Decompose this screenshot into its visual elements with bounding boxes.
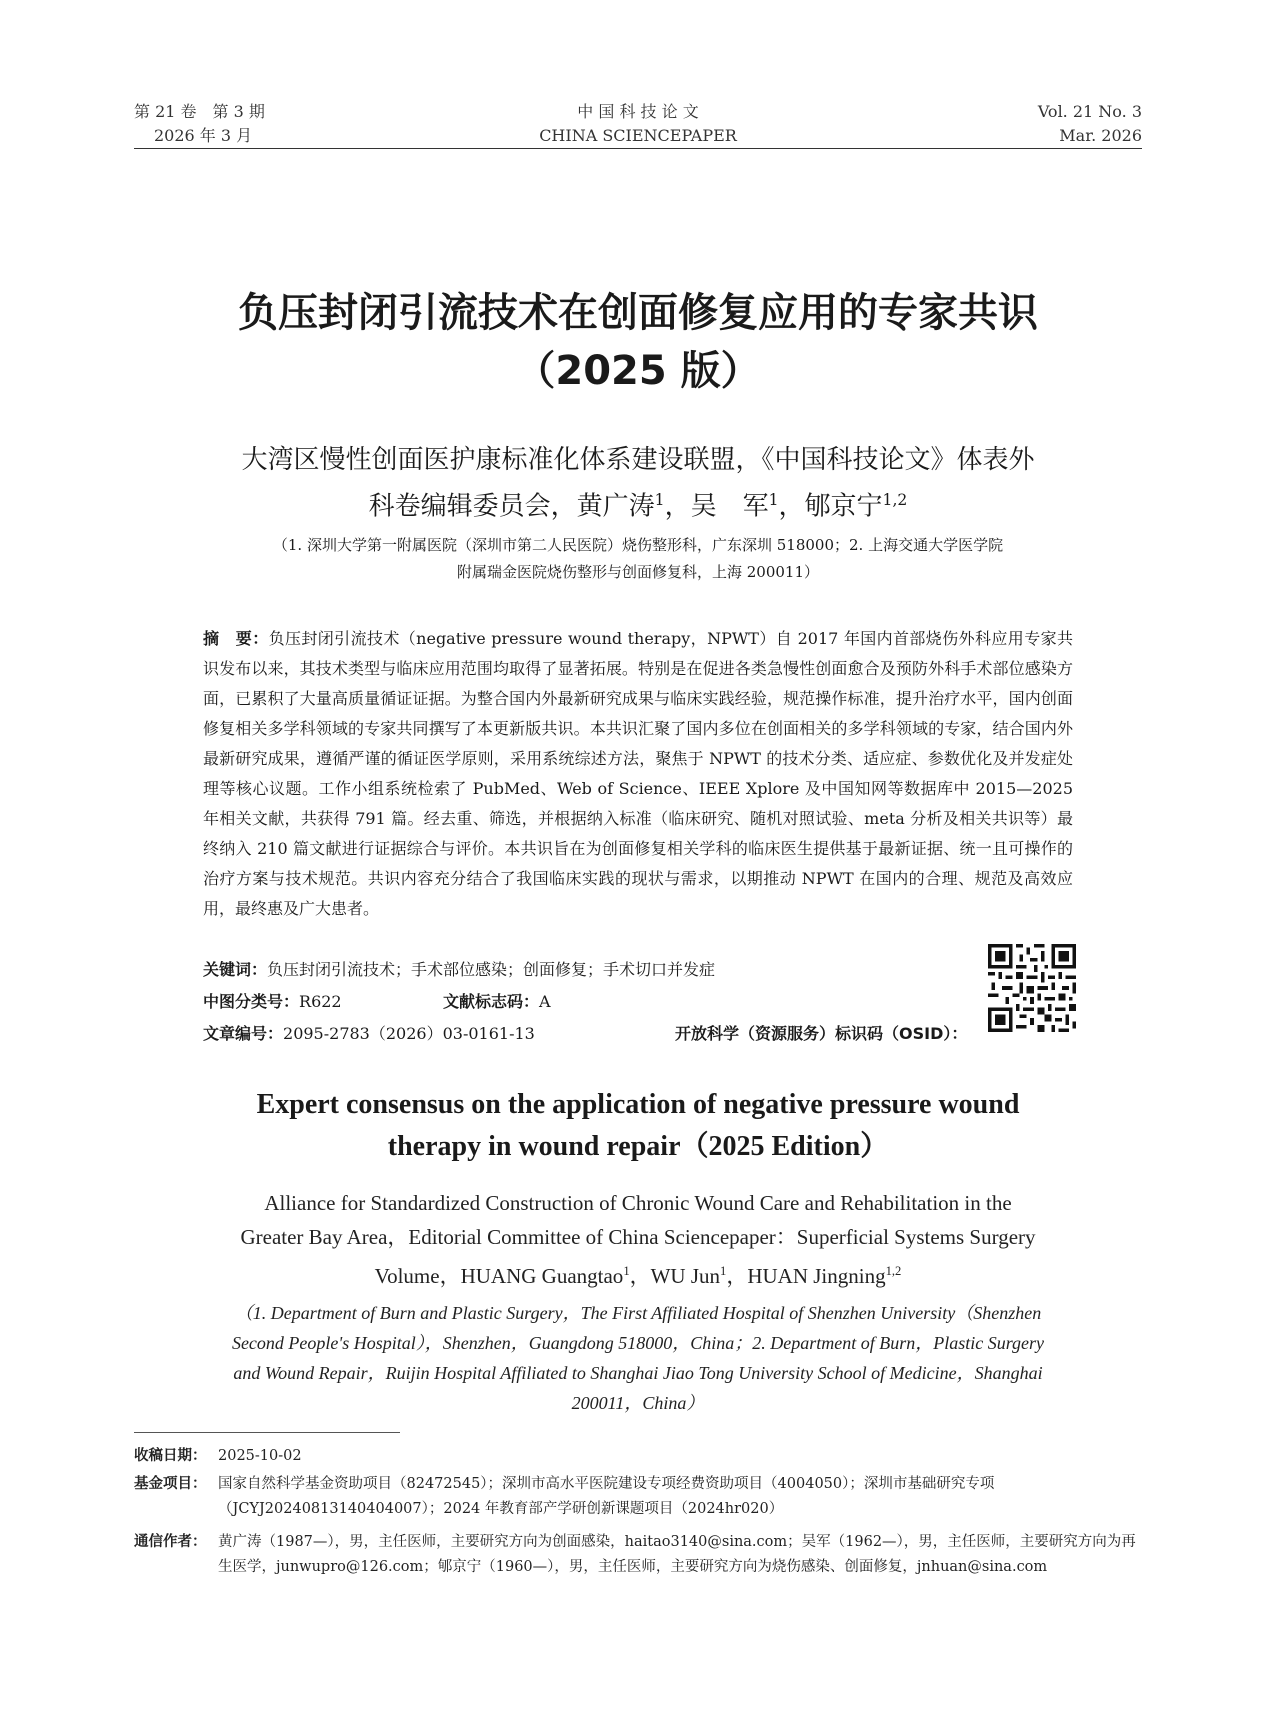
author-en-text: Volume，HUANG Guangtao	[374, 1264, 624, 1288]
author-list-en	[190, 1186, 1086, 1293]
osid-qr-code-icon[interactable]	[988, 944, 1076, 1032]
title-en-line2: therapy in wound repair（2025 Edition）	[387, 1131, 889, 1162]
received-date	[134, 1444, 1144, 1469]
affil-cn-line1: （1. 深圳大学第一附属医院（深圳市第二人民医院）烧伤整形科，广东深圳 518000；2. 上海交通大学医学院	[272, 536, 1004, 554]
issue-date-en: Mar. 2026	[1059, 126, 1142, 145]
author-cn-text: ，吴 军	[664, 491, 769, 522]
abstract-text: 负压封闭引流技术（negative pressure wound therapy，NPWT）自 2017 年国内首部烧伤外科应用专家共识发布以来，其技术类型与临床应用范围均取得了显著拓展。特别是在促进各类急慢性创面愈合及预防外科手术部位感染方面，已累积了大量高质量循证证据。为整合国内外最新研究成果与临床实践经验，规范操作标准，提升治疗水平，国内创面修复相关多学科领域的专家共同撰写了本更新版共识。本共识汇聚了国内多位在创面相关的多学科领域的专家，结合国内外最新研究成果，遵循严谨的循证医学原则，采用系统综述方法，聚焦于 NPWT 的技术分类、适应症、参数优化及并发症处理等核心议题。工作小组系统检索了 PubMed、Web of Science、IEEE Xplore 及中国知网等数据库中 2015—2025 年相关文献，共获得 791 篇。经去重、筛选，并根据纳入标准（临床研究、随机对照试验、meta 分析及相关共识等）最终纳入 210 篇文献进行证据综合与评价。本共识旨在为创面修复相关学科的临床医生提供基于最新证据、统一且可操作的治疗方案与技术规范。共识内容充分结合了我国临床实践的现状与需求，以期推动 NPWT 在国内的合理、规范及高效应用，最终惠及广大患者。	[203, 629, 1073, 918]
fund-label: 基金项目：	[134, 1476, 207, 1492]
article-no-label: 文章编号：	[203, 1024, 284, 1043]
affil-marker: 1	[768, 491, 779, 509]
received-label: 收稿日期：	[134, 1448, 207, 1464]
affil-en-line3: and Wound Repair，Ruijin Hospital Affiliated to Shanghai Jiao Tong University School of Medicine，Shanghai	[233, 1363, 1043, 1383]
affil-cn-line2: 附属瑞金医院烧伤整形与创面修复科，上海 200011）	[456, 563, 820, 581]
title-en-line1: Expert consensus on the application of negative pressure wound	[256, 1089, 1020, 1120]
title-cn-line2: （2025 版）	[515, 348, 761, 394]
document-code	[443, 990, 551, 1014]
authors-en-line1: Alliance for Standardized Construction of Chronic Wound Care and Rehabilitation in the	[264, 1191, 1012, 1215]
clc-value: R622	[299, 992, 342, 1011]
corresponding-authors	[134, 1530, 1144, 1580]
clc-number	[203, 990, 342, 1014]
abstract-cn	[203, 624, 1073, 924]
keywords-text: 负压封闭引流技术；手术部位感染；创面修复；手术切口并发症	[267, 960, 716, 979]
doc-code-value: A	[539, 992, 551, 1011]
running-header	[134, 100, 1142, 149]
authors-en-line3	[190, 1254, 1086, 1293]
abstract-label: 摘 要：	[203, 629, 269, 648]
article-no-value: 2095-2783（2026）03-0161-13	[283, 1024, 535, 1043]
affil-marker: 1,2	[885, 1264, 902, 1278]
author-list-cn	[150, 440, 1126, 527]
doc-code-label: 文献标志码：	[443, 992, 540, 1011]
clc-label: 中图分类号：	[203, 992, 300, 1011]
journal-name-cn: 中 国 科 技 论 文	[577, 102, 699, 121]
corr-label: 通信作者：	[134, 1534, 207, 1550]
affiliation-cn	[160, 532, 1116, 586]
authors-cn-line1: 大湾区慢性创面医护康标准化体系建设联盟，《中国科技论文》体表外	[241, 445, 1035, 475]
volume-issue-en	[1038, 100, 1142, 148]
volume-issue-cn: 第 21 卷 第 3 期	[134, 102, 265, 121]
affil-en-line4: 200011，China）	[571, 1393, 705, 1413]
authors-en-line2: Greater Bay Area，Editorial Committee of China Sciencepaper：Superficial Systems Surgery	[240, 1225, 1036, 1249]
issue-date-cn: 2026 年 3 月	[154, 126, 253, 145]
journal-name-en: CHINA SCIENCEPAPER	[539, 126, 737, 145]
article-title-en	[180, 1084, 1096, 1168]
affiliation-en	[190, 1298, 1086, 1418]
fund-value: 国家自然科学基金资助项目（82472545）；深圳市高水平医院建设专项经费资助项目（4004050）；深圳市基础研究专项（JCYJ20240813140404007）；2024 年教育部产学研创新课题项目（2024hr020）	[218, 1476, 995, 1517]
affil-en-line1: （1. Department of Burn and Plastic Surgery，The First Affiliated Hospital of Shenzhen University（Shenzhen	[234, 1303, 1042, 1323]
affil-en-line2: Second People's Hospital），Shenzhen，Guangdong 518000，China；2. Department of Burn，Plastic Surgery	[231, 1333, 1045, 1353]
affil-marker: 1	[720, 1264, 727, 1278]
footnote-divider	[134, 1432, 400, 1433]
corr-value: 黄广涛（1987—），男，主任医师，主要研究方向为创面感染，haitao3140@sina.com；吴军（1962—），男，主任医师，主要研究方向为再生医学，junwupro@126.com；郇京宁（1960—），男，主任医师，主要研究方向为烧伤感染、创面修复，jnhuan@sina.com	[218, 1534, 1136, 1575]
author-en-text: ，HUAN Jingning	[726, 1264, 886, 1288]
author-en-text: ，WU Jun	[629, 1264, 721, 1288]
osid-label: 开放科学（资源服务）标识码（OSID）：	[675, 1024, 968, 1043]
osid	[675, 1022, 967, 1046]
received-value: 2025-10-02	[218, 1448, 302, 1464]
affil-marker: 1	[623, 1264, 630, 1278]
fund-projects	[134, 1472, 1144, 1522]
keywords-label: 关键词：	[203, 960, 268, 979]
title-cn-line1: 负压封闭引流技术在创面修复应用的专家共识	[238, 290, 1038, 336]
affil-marker: 1,2	[882, 491, 908, 509]
author-cn-text: 科卷编辑委员会，黄广涛	[368, 491, 655, 522]
author-cn-text: ，郇京宁	[778, 491, 883, 522]
volume-number-en: Vol. 21 No. 3	[1037, 102, 1142, 121]
journal-name	[134, 100, 1142, 148]
affil-marker: 1	[654, 491, 665, 509]
article-title-cn	[90, 284, 1186, 400]
keywords	[203, 958, 715, 982]
article-number	[203, 1022, 535, 1046]
authors-cn-line2	[150, 480, 1126, 527]
